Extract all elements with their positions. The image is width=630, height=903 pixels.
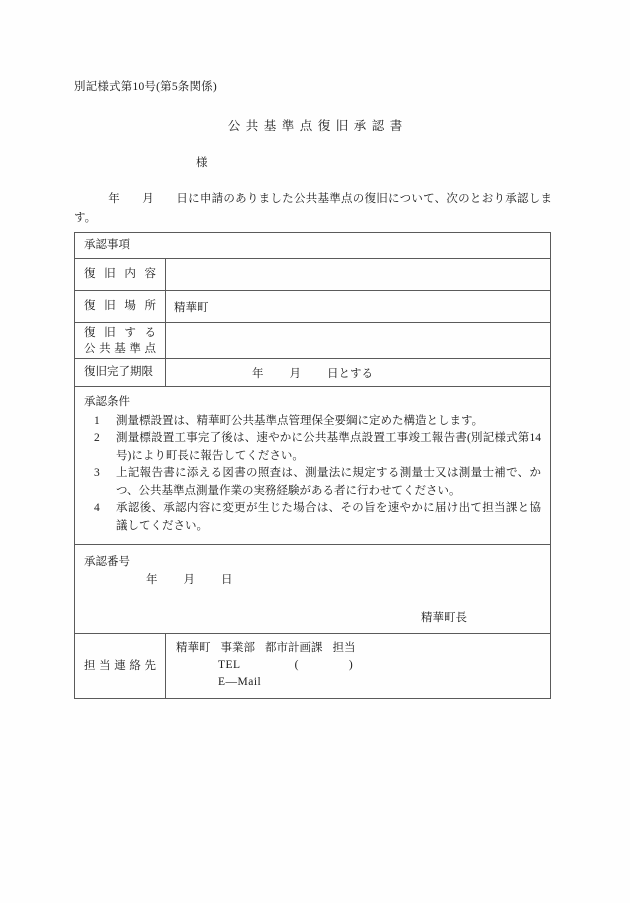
completion-deadline-value-cell[interactable] [166,359,551,387]
signer-name: 精華町長 [421,612,467,624]
approval-number-label: 承認番号 [84,556,130,568]
contact-tel-paren-close: ) [348,659,354,671]
table-row [75,359,551,387]
table-row-contact [75,634,551,699]
approval-year-label: 年 [146,574,158,586]
condition-item [84,465,541,500]
completion-deadline-value [166,368,373,380]
condition-text: 測量標設置工事完了後は、速やかに公共基準点設置工事竣工報告書(別記様式第14号)により町長に報告してください。 [116,432,541,462]
condition-item [84,430,541,465]
restoration-location-label-cell [75,291,166,323]
table-row [75,291,551,323]
condition-text: 上記報告書に添える図書の照査は、測量法に規定する測量士又は測量士補で、かつ、公共基準点測量作業の実務経験がある者に行わせてください。 [116,467,541,497]
approval-day-label: 日 [221,574,233,586]
deadline-day-suffix: 日とする [327,367,373,380]
restoration-content-label-cell [75,259,166,291]
approval-conditions-block [75,387,550,544]
restoration-content-value [166,263,182,287]
table-row-header [75,233,551,259]
contact-details [166,634,550,698]
restoration-content-value-cell[interactable] [166,259,551,291]
contact-section: 都市計画課 [265,642,323,654]
condition-text: 測量標設置は、精華町公共基準点管理保全要綱に定めた構造とします。 [116,414,484,427]
contact-role: 担当 [332,642,356,654]
completion-deadline-label: 復旧完了期限 [84,366,153,378]
deadline-month-label: 月 [289,367,301,380]
table-row-approval [75,545,551,634]
contact-value-cell[interactable] [166,634,551,699]
condition-number: 1 [94,414,100,427]
condition-number: 4 [94,502,100,514]
approval-month-label: 月 [183,574,195,586]
restoration-location-value-cell[interactable] [166,291,551,323]
table-row [75,259,551,291]
addressee-honorific: 様 [196,157,208,169]
completion-deadline-label-cell [75,359,166,387]
approval-items-header-label: 承認事項 [84,239,130,251]
intro-body-text: 日に申請のありました公共基準点の復旧について、次のとおり承認します。 [74,193,553,224]
conditions-title: 承認条件 [84,396,130,408]
contact-email-line [176,674,542,691]
restoration-content-label: 復旧内容 [84,268,156,280]
deadline-year-label: 年 [252,367,264,380]
target-control-point-value [166,329,182,353]
contact-division: 事業部 [220,642,255,654]
contact-town: 精華町 [176,642,211,654]
contact-email-label: E—Mail [218,676,262,688]
form-code-label: 別記様式第10号(第5条関係) [74,81,217,93]
restoration-location-label: 復旧場所 [84,300,156,312]
intro-paragraph [74,190,552,228]
condition-item [84,413,541,431]
condition-text: 承認後、承認内容に変更が生じた場合は、その旨を速やかに届け出て担当課と協議してください。 [116,502,541,532]
target-control-point-label-cell [75,323,166,359]
condition-number: 3 [94,467,100,479]
target-control-point-label-line1: 復旧する [84,326,156,339]
approval-items-header-cell [75,233,551,259]
target-control-point-value-cell[interactable] [166,323,551,359]
document-title: 公共基準点復旧承認書 [227,119,408,133]
contact-organization [176,640,542,657]
approval-items-table [74,232,551,699]
contact-tel-paren-open: ( [294,659,299,671]
approval-date-line [84,571,541,589]
contact-tel-label: TEL [218,659,241,671]
target-control-point-label-line2: 公共基準点 [84,342,156,355]
contact-telephone-line [176,657,542,674]
conditions-cell [75,387,551,545]
table-row [75,323,551,359]
conditions-list [84,413,541,536]
intro-year-label: 年 [108,193,121,205]
contact-label: 担当連絡先 [84,659,156,672]
approval-number-block [75,545,550,633]
table-row-conditions [75,387,551,545]
restoration-location-value: 精華町 [174,301,209,314]
contact-label-cell [75,634,166,699]
intro-month-label: 月 [142,193,155,205]
condition-number: 2 [94,432,100,444]
approval-number-cell [75,545,551,634]
condition-item [84,500,541,535]
